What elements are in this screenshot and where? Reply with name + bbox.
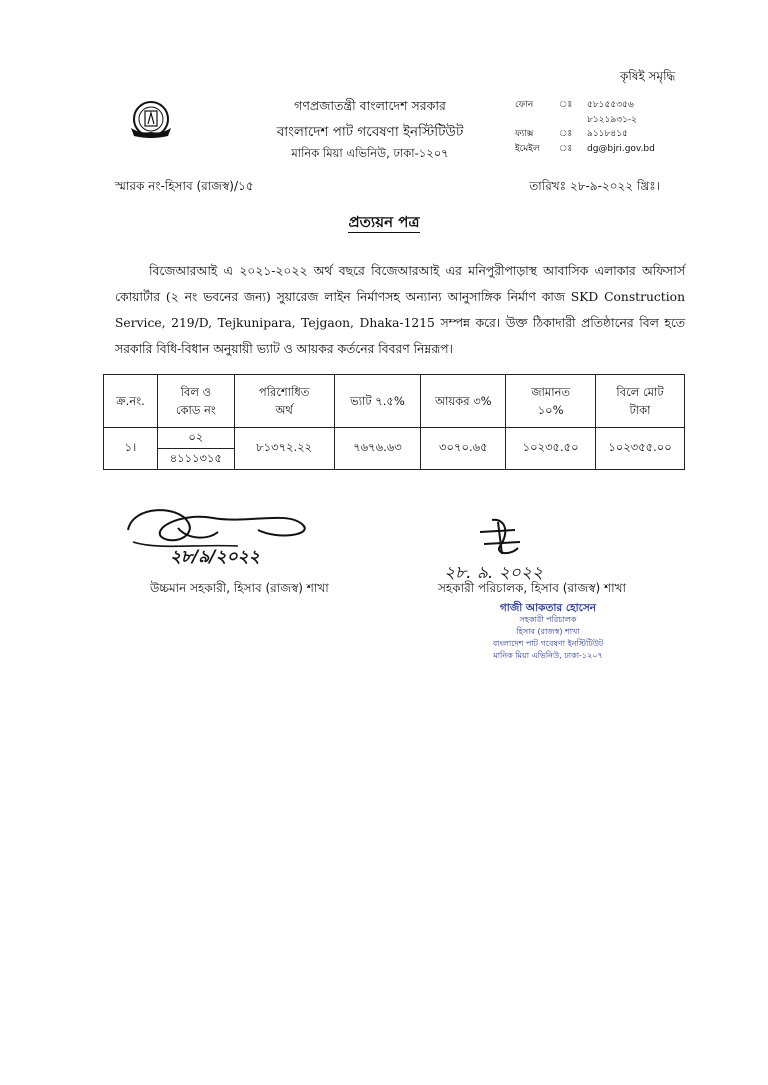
issue-date: তারিখঃ ২৮-৯-২০২২ খ্রিঃ। xyxy=(529,179,660,193)
email-link[interactable]: dg@bjri.gov.bd xyxy=(587,143,655,154)
official-stamp xyxy=(448,602,648,662)
left-signature-date: ২৮/৯/২০২২ xyxy=(170,547,260,567)
slogan: কৃষিই সমৃদ্ধি xyxy=(620,69,676,83)
cell-serial: ১। xyxy=(104,428,158,470)
document-title xyxy=(0,211,768,236)
certificate-body: বিজেআরআই এ ২০২১-২০২২ অর্থ বছরে বিজেআরআই এর মনিপুরীপাড়াস্থ আবাসিক এলাকার অফিসার্স কোয়ার্টার (২ নং ভবনের জন্য) সুয়ারেজ লাইন নির্মাণসহ অন্যান্য আনুসাঙ্গিক নির্মাণ কাজ SKD Construction Service, 219/D, Tejkunipara, Tejgaon, Dhaka-1215 সম্পন্ন করে। উক্ত ঠিকাদারী প্রতিষ্ঠানের বিল হতে সরকারি বিধি-বিধান অনুয়ায়ী ভ্যাট ও আয়কর কর্তনের বিবরণ নিম্নরূপ। xyxy=(115,264,685,356)
cell-total: ১০২৩৫৫.০০ xyxy=(596,428,685,470)
left-signatory-title: উচ্চমান সহকারী, হিসাব (রাজস্ব) শাখা xyxy=(150,581,329,595)
contact-row-phone: ফোন ঃ ৫৮১৫৫৩৫৬ xyxy=(515,100,634,110)
govt-name: গণপ্রজাতন্ত্রী বাংলাদেশ সরকার xyxy=(294,98,446,113)
header-vat: ভ্যাট ৭.৫% xyxy=(334,375,421,428)
contact-block xyxy=(515,98,655,156)
cell-tax: ৩০৭০.৬৫ xyxy=(421,428,506,470)
contact-row-fax: ফ্যাক্স ঃ ৯১১৮৪১৫ xyxy=(515,129,628,139)
cell-paid: ৮১৩৭২.২২ xyxy=(234,428,334,470)
header-bill-code: বিল ও কোড নং xyxy=(157,375,234,428)
contact-row-phone-2: ৮১২১৯৩১-২ xyxy=(587,114,638,125)
header-serial: ক্র.নং. xyxy=(104,375,158,428)
contact-row-email: ইমেইল ঃ dg@bjri.gov.bd xyxy=(515,142,655,157)
right-signatory-title: সহকারী পরিচালক, হিসাব (রাজস্ব) শাখা xyxy=(438,581,626,595)
stamp-designation: সহকারী পরিচালক xyxy=(519,615,577,624)
institute-address: মানিক মিয়া এভিনিউ, ঢাকা-১২০৭ xyxy=(291,146,449,160)
cell-code-no: ৪১১১৩১৫ xyxy=(157,449,234,470)
cell-vat: ৭৬৭৬.৬৩ xyxy=(334,428,421,470)
document-title-text: প্রত্যয়ন পত্র xyxy=(348,213,420,231)
table-row xyxy=(104,428,685,449)
institute-name: বাংলাদেশ পাট গবেষণা ইনস্টিটিউট xyxy=(276,124,464,140)
memo-number: স্মারক নং-হিসাব (রাজস্ব)/১৫ xyxy=(115,179,254,193)
stamp-org: বাংলাদেশ পাট গবেষণা ইনস্টিটিউট xyxy=(492,639,604,648)
right-signature xyxy=(470,512,530,562)
cell-bill-no: ০২ xyxy=(157,428,234,449)
bjri-emblem-icon xyxy=(128,98,174,144)
header-security: জামানত ১০% xyxy=(506,375,596,428)
header-total: বিলে মোট টাকা xyxy=(596,375,685,428)
table-header-row xyxy=(104,375,685,428)
header-tax: আয়কর ৩% xyxy=(421,375,506,428)
header-paid: পরিশোধিত অর্থ xyxy=(234,375,334,428)
right-signature-date: ২৮. ৯. ২০২২ xyxy=(444,563,543,583)
stamp-name: গাজী আকতার হোসেন xyxy=(499,602,597,614)
stamp-address: মানিক মিয়া এভিনিউ, ঢাকা-১২০৭ xyxy=(493,651,603,660)
cell-security: ১০২৩৫.৫০ xyxy=(506,428,596,470)
deduction-table xyxy=(103,374,685,470)
stamp-section: হিসাব (রাজস্ব) শাখা xyxy=(516,627,580,636)
